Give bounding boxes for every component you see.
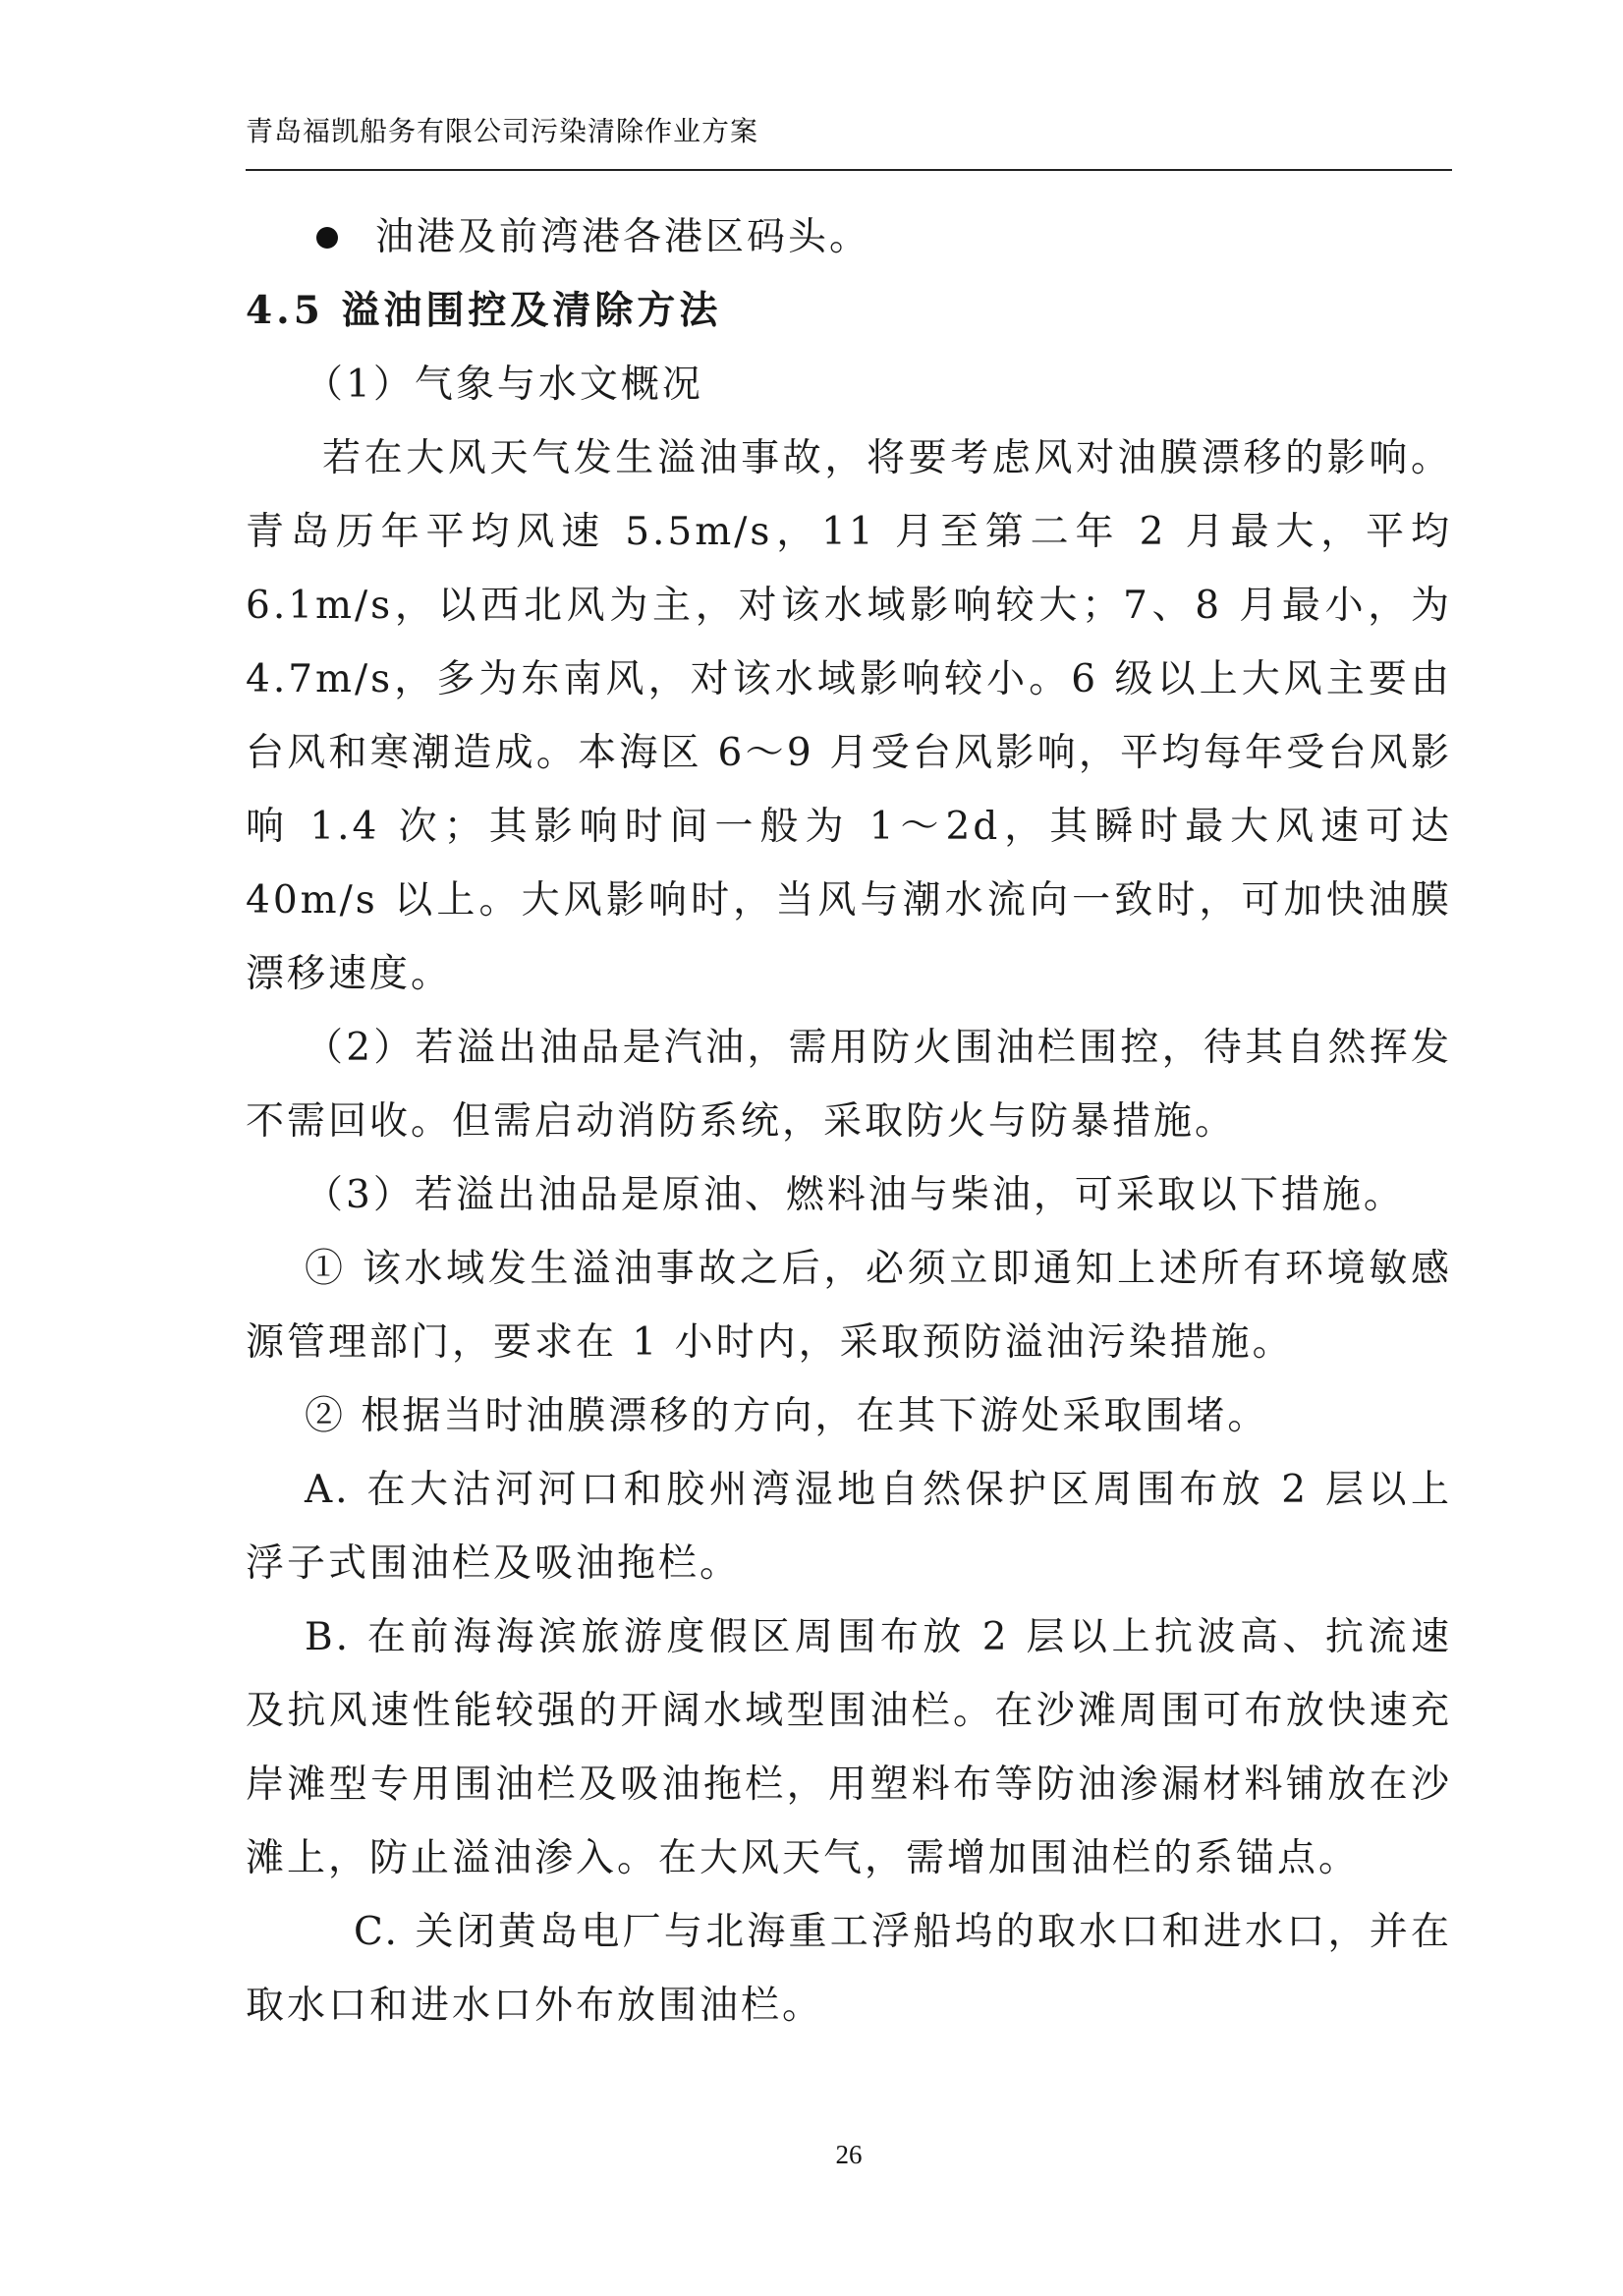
paragraph-crude-oil: （3）若溢出油品是原油、燃料油与柴油，可采取以下措施。 xyxy=(305,1173,1405,1217)
bullet-item-text: 油港及前湾港各港区码头。 xyxy=(375,215,871,259)
list-item-2: ② 根据当时油膜漂移的方向，在其下游处采取围堵。 xyxy=(305,1394,1269,1438)
list-item-a: A. 在大沽河河口和胶州湾湿地自然保护区周围布放 2 层以上浮子式围油栏及吸油拖栏。 xyxy=(246,1468,1452,1586)
document-body xyxy=(246,200,1452,2043)
header-divider xyxy=(246,169,1452,171)
paragraph-weather: 若在大风天气发生溢油事故，将要考虑风对油膜漂移的影响。青岛历年平均风速 5.5m/s，11 月至第二年 2 月最大，平均 6.1m/s，以西北风为主，对该水域影响较大；7、8 月最小，为 4.7m/s，多为东南风，对该水域影响较小。6 级以上大风主要由台风和寒潮造成。本海区 6～9 月受台风影响，平均每年受台风影响 1.4 次；其影响时间一般为 1～2d，其瞬时最大风速可达 40m/s 以上。大风影响时，当风与潮水流向一致时，可加快油膜漂移速度。 xyxy=(246,436,1452,996)
section-heading: 4.5 溢油围控及清除方法 xyxy=(246,288,722,333)
page-number: 26 xyxy=(835,2140,863,2169)
list-item-c: C. 关闭黄岛电厂与北海重工浮船坞的取水口和进水口，并在取水口和进水口外布放围油栏。 xyxy=(246,1910,1452,2028)
paragraph-gasoline: （2）若溢出油品是汽油，需用防火围油栏围控，待其自然挥发不需回收。但需启动消防系统，采取防火与防暴措施。 xyxy=(246,1026,1452,1144)
document-header-title: 青岛福凯船务有限公司污染清除作业方案 xyxy=(246,115,759,147)
subsection-title: （1）气象与水文概况 xyxy=(305,363,703,407)
list-item-b: B. 在前海海滨旅游度假区周围布放 2 层以上抗波高、抗流速及抗风速性能较强的开阔水域型围油栏。在沙滩周围可布放快速充岸滩型专用围油栏及吸油拖栏，用塑料布等防油渗漏材料铺放在沙滩上，防止溢油渗入。在大风天气，需增加围油栏的系锚点。 xyxy=(246,1615,1452,1880)
list-item-1: ① 该水域发生溢油事故之后，必须立即通知上述所有环境敏感源管理部门，要求在 1 小时内，采取预防溢油污染措施。 xyxy=(246,1247,1452,1365)
bullet-list-item xyxy=(246,200,1452,274)
bullet-dot-icon xyxy=(316,227,338,249)
